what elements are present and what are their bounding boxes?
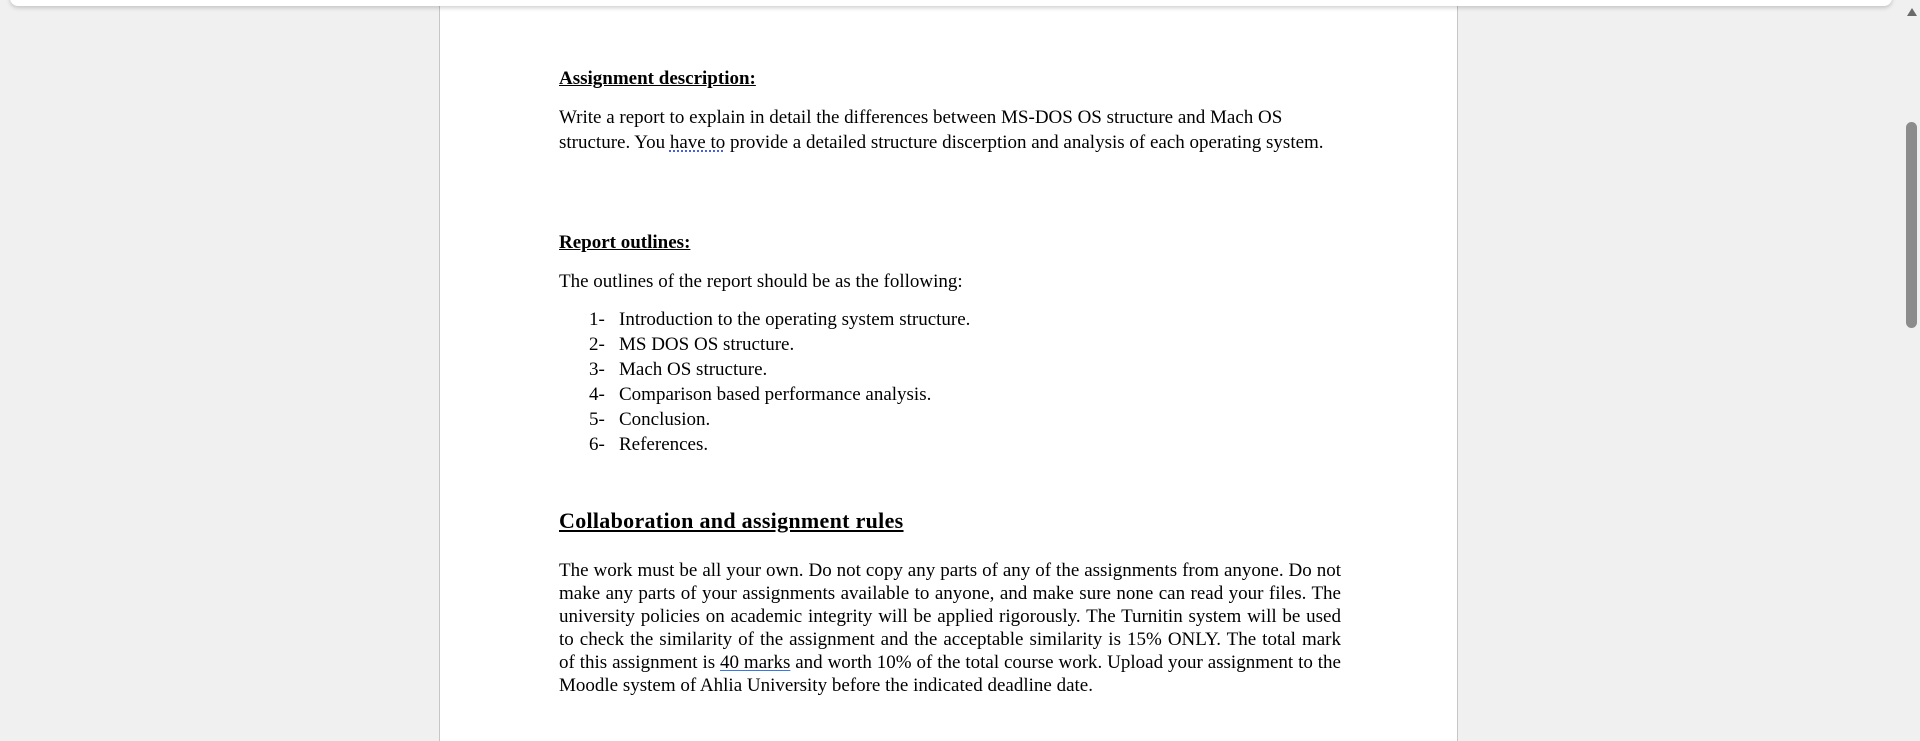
report-outlines-heading: Report outlines:	[559, 232, 691, 253]
assignment-text-part1: Write a report to explain in detail the differences between MS-DOS OS structure and Mach OS structure. You	[559, 107, 1283, 153]
outline-text: Mach OS structure.	[619, 359, 768, 380]
outline-item	[589, 382, 970, 407]
outline-text: MS DOS OS structure.	[619, 334, 795, 355]
outline-text: Introduction to the operating system structure.	[619, 309, 971, 330]
toolbar-edge	[10, 0, 1892, 6]
outline-number: 3-	[589, 359, 605, 380]
outline-text: Comparison based performance analysis.	[619, 384, 932, 405]
outline-item	[589, 357, 970, 382]
outline-number: 5-	[589, 409, 605, 430]
assignment-description-paragraph[interactable]	[559, 105, 1341, 155]
outline-number: 6-	[589, 434, 605, 455]
collaboration-rules-heading: Collaboration and assignment rules	[559, 508, 904, 533]
vertical-scrollbar[interactable]	[1903, 0, 1920, 741]
outline-item	[589, 432, 970, 457]
outline-text: References.	[619, 434, 709, 455]
outline-number: 4-	[589, 384, 605, 405]
outline-item	[589, 307, 970, 332]
assignment-text-part2: provide a detailed structure discerption and analysis of each operating system.	[725, 132, 1324, 153]
outline-number: 2-	[589, 334, 605, 355]
scroll-thumb[interactable]	[1906, 122, 1917, 328]
rules-text-part1: The work must be all your own. Do not copy any parts of any of the assignments from anyone. Do not make any parts of your assignments available to anyone, and make sure none can read your files. The university policies on academic integrity will be applied rigorously. The Turnitin system will be used to check the similarity of the assignment and the acceptable similarity is 15% ONLY. The total mark of this assignment is	[559, 560, 1341, 673]
assignment-description-heading: Assignment description:	[559, 68, 756, 89]
grammar-flagged-phrase[interactable]: have to	[669, 132, 726, 153]
outlines-intro-text: The outlines of the report should be as the following:	[559, 271, 963, 292]
outline-text: Conclusion.	[619, 409, 711, 430]
collaboration-rules-paragraph[interactable]	[559, 559, 1341, 697]
rules-text-part2: and worth 10% of the total course work. Upload your assignment to the Moodle system of Ahlia University before the indicated deadline date.	[559, 652, 1341, 696]
outline-number: 1-	[589, 309, 605, 330]
document-page[interactable]	[439, 0, 1458, 741]
outline-list	[589, 307, 970, 457]
outline-item	[589, 407, 970, 432]
scroll-up-arrow-icon[interactable]	[1907, 8, 1917, 16]
marks-underlined-text[interactable]: 40 marks	[720, 652, 791, 673]
outline-item	[589, 332, 970, 357]
